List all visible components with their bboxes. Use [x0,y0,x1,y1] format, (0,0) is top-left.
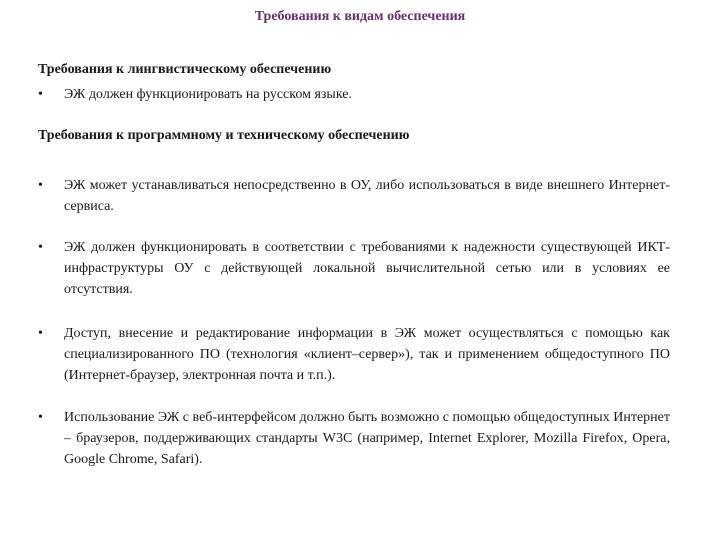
list-item-text: ЭЖ должен функционировать в соответствии с требованиями к надежности существующей ИКТ-инфраструктуры ОУ с действующей локальной вычислительной сетью или в условиях ее отсутствия. [64,240,670,297]
list-item [38,323,670,386]
bullet-icon: • [38,178,43,193]
section-heading-linguistic: Требования к лингвистическому обеспечению [38,62,332,77]
bullet-icon: • [38,326,43,341]
bullet-icon: • [38,87,43,102]
list-item [38,84,670,105]
list-item-text: Доступ, внесение и редактирование информации в ЭЖ может осуществляться с помощью как специализированного ПО (технология «клиент–сервер»), так и применением общедоступного ПО (Интернет-браузер, электронная почта и т.п.). [64,326,670,383]
list-item [38,407,670,470]
list-item-text: ЭЖ может устанавливаться непосредственно в ОУ, либо использоваться в виде внешнего Интернет-сервиса. [64,178,670,214]
bullet-icon: • [38,240,43,255]
bullet-icon: • [38,410,43,425]
list-item-text: Использование ЭЖ с веб-интерфейсом должно быть возможно с помощью общедоступных Интернет – браузеров, поддерживающих стандарты W3C (например, Internet Explorer, Mozilla Firefox, Opera, Google Chrome, Safari). [64,410,670,467]
list-item [38,175,670,217]
list-item [38,237,670,300]
section-heading-software-hardware: Требования к программному и техническому обеспечению [38,128,410,143]
page-title: Требования к видам обеспечения [254,9,466,24]
list-item-text: ЭЖ должен функционировать на русском языке. [64,87,352,102]
